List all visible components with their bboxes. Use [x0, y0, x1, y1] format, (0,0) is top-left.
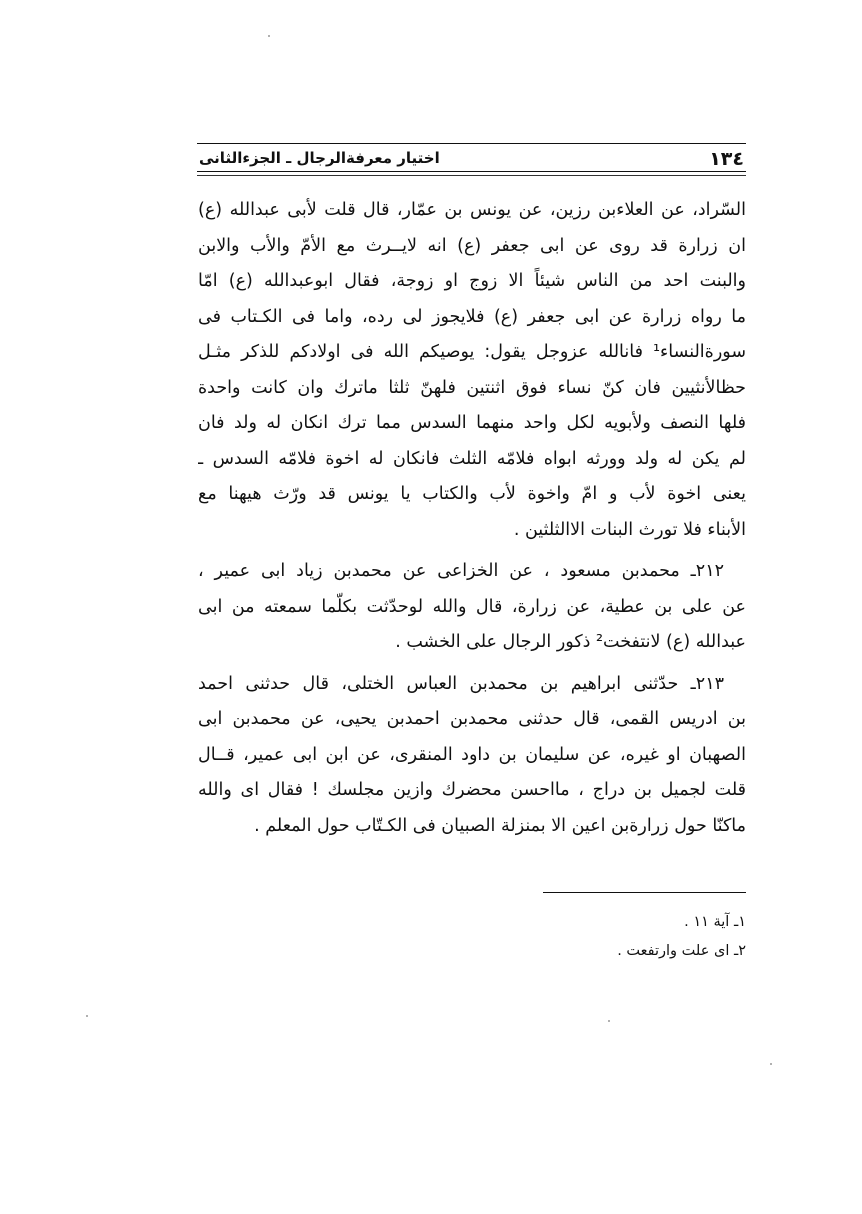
- header-rule-bottom-thin: [197, 175, 746, 176]
- text-line: ٢١٣ـ حدّثنى ابراهيم بن محمدبن العباس الختلى، قال حدثنى احمد: [198, 673, 724, 694]
- text-line: بن ادريس القمى، قال حدثنى محمدبن احمدبن يحيى، عن محمدبن ابى: [198, 709, 746, 729]
- footnote-1: ١ـ آية ١١ .: [684, 914, 746, 930]
- text-line: فلها النصف ولأبويه لكل واحد منهما السدس مما ترك انكان له ولد فان: [198, 413, 746, 433]
- text-line: يعنى اخوة لأب و امّ واخوة لأب والكتاب يا يونس قد ورّث هيهنا مع: [198, 484, 746, 504]
- text-line: الصهبان او غيره، عن سليمان بن داود المنقرى، عن ابن ابى عمير، قــال: [198, 744, 746, 765]
- body-text: [198, 193, 746, 844]
- footnote-2: ٢ـ اى علت وارتفعت .: [617, 943, 746, 959]
- header-rule-bottom: [197, 171, 746, 172]
- text-line: ٢١٢ـ محمدبن مسعود ، عن الخزاعى عن محمدبن زياد ابى عمير ،: [198, 561, 724, 581]
- text-line: قلت لجميل بن دراج ، مااحسن محضرك وازين مجلسك ! فقال اى والله: [198, 780, 746, 800]
- text-line: السّراد، عن العلاءبن رزين، عن يونس بن عمّار، قال قلت لأبى عبدالله (ع): [198, 200, 746, 220]
- text-line: لم يكن له ولد وورثه ابواه فلامّه الثلث فانكان له اخوة فلامّه السدس ـ: [198, 448, 746, 469]
- scan-speck: [770, 1063, 772, 1065]
- paragraph-212: [198, 554, 746, 661]
- scan-speck: [608, 1020, 610, 1022]
- text-line: الأبناء فلا تورث البنات الاالثلثين .: [513, 519, 746, 540]
- footnotes: [617, 908, 746, 966]
- text-line: عن على بن عطية، عن زرارة، قال والله لوحدّثت بكلّما سمعته من ابى: [198, 596, 746, 617]
- page-number: ١٣٤: [709, 148, 744, 170]
- text-line: ماكنّا حول زرارةبن اعين الا بمنزلة الصبيان فى الكـتّاب حول المعلم .: [254, 815, 746, 836]
- paragraph-213: [198, 667, 746, 845]
- scan-speck: [86, 1015, 88, 1017]
- header-rule-top: [197, 143, 746, 144]
- text-line: ان زرارة قد روى عن ابى جعفر (ع) انه لايــرث مع الأمّ والأب والابن: [198, 235, 746, 256]
- page-header: [197, 143, 746, 177]
- text-line: حظالأنثيين فان كنّ نساء فوق اثنتين فلهنّ ثلثا ماترك وان كانت واحدة: [198, 377, 746, 398]
- footnote-separator: [543, 892, 746, 893]
- running-title: اختيار معرفةالرجال ـ الجزءالثانى: [199, 149, 440, 167]
- text-line: ما رواه زرارة عن ابى جعفر (ع) فلايجوز لى رده، واما فى الكـتاب فى: [198, 306, 746, 327]
- paragraph-continuation: [198, 193, 746, 548]
- scan-speck: [268, 35, 270, 37]
- text-line: عبدالله (ع) لانتفخت² ذكور الرجال على الخشب .: [395, 632, 746, 652]
- text-line: سورةالنساء¹ فانالله عزوجل يقول: يوصيكم الله فى اولادكم للذكر مثـل: [198, 342, 746, 362]
- text-line: والبنت احد من الناس شيئاً الا زوج او زوجة، فقال ابوعبدالله (ع) امّا: [198, 271, 746, 291]
